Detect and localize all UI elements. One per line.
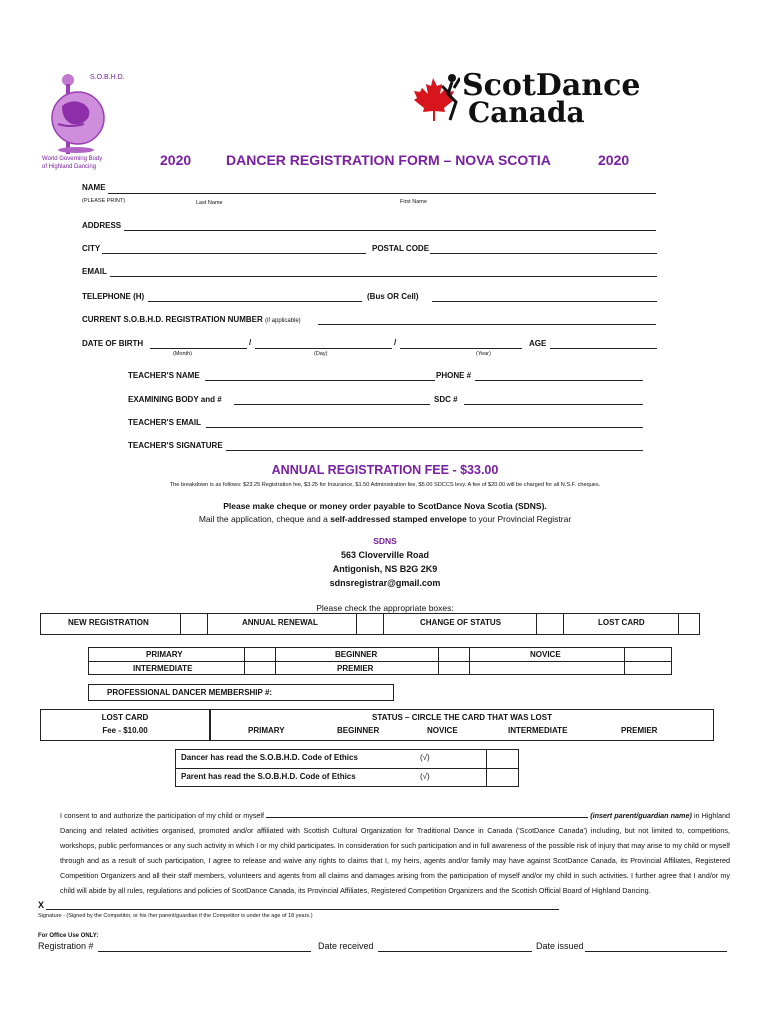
primary-level-label: PRIMARY xyxy=(146,650,183,659)
consent-name-field[interactable] xyxy=(266,810,588,818)
lost-card-fee-amount: Fee - $10.00 xyxy=(102,726,148,735)
month-caption: (Month) xyxy=(173,351,192,357)
payment-line-2 xyxy=(0,514,770,524)
sobhd-abbrev: S.O.B.H.D. xyxy=(90,74,125,81)
city-label: CITY xyxy=(82,244,101,253)
age-field[interactable] xyxy=(550,348,657,349)
scotdance-wordmark-1: ScotDance xyxy=(462,68,641,103)
lost-intermediate-option[interactable]: INTERMEDIATE xyxy=(508,726,568,735)
address-label: ADDRESS xyxy=(82,221,122,230)
dancer-ethics-checkbox[interactable] xyxy=(486,749,519,769)
current-registration-field[interactable] xyxy=(318,324,656,325)
dob-day-field[interactable] xyxy=(255,348,392,349)
city-field[interactable] xyxy=(102,253,366,254)
registrar-street: 563 Cloverville Road xyxy=(340,550,430,560)
header-year-left: 2020 xyxy=(160,152,192,168)
signature-caption: Signature - (Signed by the Competitor, or his /her parent/guardian if the Competitor is under the age of 18 years.) xyxy=(38,913,313,919)
sdc-label: SDC # xyxy=(434,395,458,404)
teacher-signature-field[interactable] xyxy=(226,450,643,451)
parent-ethics-label: Parent has read the S.O.B.H.D. Code of Ethics xyxy=(181,772,356,781)
date-issued-field[interactable] xyxy=(585,951,727,952)
lost-card-label: LOST CARD xyxy=(598,618,645,627)
level-table-divider xyxy=(88,661,672,662)
lost-premier-option[interactable]: PREMIER xyxy=(621,726,658,735)
telephone-label: TELEPHONE (H) xyxy=(82,292,145,301)
check-boxes-prompt: Please check the appropriate boxes: xyxy=(316,603,454,613)
registration-number-label: Registration # xyxy=(38,941,94,951)
new-registration-label: NEW REGISTRATION xyxy=(68,618,149,627)
sdc-field[interactable] xyxy=(464,404,643,405)
fee-title: ANNUAL REGISTRATION FEE - $33.00 xyxy=(271,463,499,477)
header-year-right: 2020 xyxy=(598,152,630,168)
lost-novice-option[interactable]: NOVICE xyxy=(427,726,458,735)
day-caption: (Day) xyxy=(314,351,328,357)
annual-renewal-label: ANNUAL RENEWAL xyxy=(242,618,318,627)
lost-card-fee-title: LOST CARD xyxy=(101,713,149,722)
last-name-caption: Last Name xyxy=(196,200,223,206)
please-print-note: (PLEASE PRINT) xyxy=(82,198,126,204)
payment-line-1: Please make cheque or money order payable to ScotDance Nova Scotia (SDNS). xyxy=(223,501,547,511)
page-title: DANCER REGISTRATION FORM – NOVA SCOTIA xyxy=(226,152,551,168)
consent-body: in Highland Dancing and related activities organised, promoted and/or affiliated with Scottish Cultural Organization for Traditional Dance in Canada ('ScotDance Canada') including, but not limited to, competitions, workshops, public performances or any such activity in which I or my child participates. In consideration for such participation and in full awareness of the possible risk of injury that may arise to my child or myself through and as a result of such participation, I agree to release and waive any rights to claims that I, my heirs, agents and/or family may have against ScotDance Canada, its Provincial Affiliates, Registered Competition Organizers and all their staff members, volunteers and agents from all claims and damages arising from the participation of myself and/or my child in such activities. I further agree that I and/or my child will abide by all rules, regulations and policies of ScotDance Canada, its Provincial Affiliates, Registered Competition Organizers and the Scottish Official Board of Highland Dancing. xyxy=(60,811,730,895)
teacher-email-field[interactable] xyxy=(206,427,643,428)
professional-membership-label: PROFESSIONAL DANCER MEMBERSHIP #: xyxy=(107,688,273,697)
bus-cell-label: (Bus OR Cell) xyxy=(367,292,419,301)
current-registration-label xyxy=(82,315,301,324)
sobhd-logo xyxy=(38,66,148,172)
teacher-email-label: TEACHER'S EMAIL xyxy=(128,418,202,427)
registrar-email: sdnsregistrar@gmail.com xyxy=(329,578,441,588)
teacher-name-label: TEACHER'S NAME xyxy=(128,371,200,380)
telephone-field[interactable] xyxy=(148,301,362,302)
fee-breakdown: The breakdown is as follows: $23.25 Registration fee, $3.25 for Insurance, $1.50 Administration fee, $5.00 SDCCS levy. A fee of $20.00 will be charged for all N.S.F. cheques. xyxy=(169,482,601,488)
name-field[interactable] xyxy=(108,193,656,194)
consent-start: I consent to and authorize the participation of my child or myself xyxy=(60,811,265,820)
dob-year-field[interactable] xyxy=(400,348,522,349)
email-field[interactable] xyxy=(110,276,657,277)
novice-level-label: NOVICE xyxy=(530,650,561,659)
bus-cell-field[interactable] xyxy=(432,301,657,302)
premier-level-label: PREMIER xyxy=(337,664,374,673)
beginner-level-label: BEGINNER xyxy=(335,650,378,659)
signature-field[interactable] xyxy=(46,909,559,910)
lost-primary-option[interactable]: PRIMARY xyxy=(248,726,285,735)
teacher-phone-field[interactable] xyxy=(475,380,643,381)
consent-insert-note: (insert parent/guardian name) xyxy=(590,811,692,820)
name-label: NAME xyxy=(82,183,106,192)
phone-label: PHONE # xyxy=(436,371,472,380)
dancer-ethics-label: Dancer has read the S.O.B.H.D. Code of Ethics xyxy=(181,753,358,762)
teacher-signature-label: TEACHER'S SIGNATURE xyxy=(128,441,223,450)
registrar-city: Antigonish, NS B2G 2K9 xyxy=(332,564,438,574)
annual-renewal-checkbox[interactable] xyxy=(356,613,384,635)
postal-code-label: POSTAL CODE xyxy=(372,244,430,253)
age-label: AGE xyxy=(529,339,547,348)
new-registration-checkbox[interactable] xyxy=(180,613,208,635)
dob-slash-2: / xyxy=(394,338,397,347)
primary-intermediate-checkboxes[interactable] xyxy=(244,647,276,675)
dob-label: DATE OF BIRTH xyxy=(82,339,144,348)
registrar-org: SDNS xyxy=(373,536,397,546)
lost-card-checkbox[interactable] xyxy=(678,613,700,635)
consent-paragraph xyxy=(60,808,730,898)
postal-code-field[interactable] xyxy=(430,253,657,254)
beginner-premier-checkboxes[interactable] xyxy=(438,647,470,675)
intermediate-level-label: INTERMEDIATE xyxy=(133,664,193,673)
change-of-status-checkbox[interactable] xyxy=(536,613,564,635)
novice-checkbox[interactable] xyxy=(624,647,672,675)
dob-slash-1: / xyxy=(249,338,252,347)
registration-number-field[interactable] xyxy=(98,951,311,952)
sobhd-tagline-2: of Highland Dancing xyxy=(42,164,97,170)
date-issued-label: Date issued xyxy=(536,941,584,951)
lost-card-status-heading: STATUS – CIRCLE THE CARD THAT WAS LOST xyxy=(372,713,552,722)
address-field[interactable] xyxy=(124,230,656,231)
teacher-name-field[interactable] xyxy=(205,380,435,381)
date-received-field[interactable] xyxy=(378,951,532,952)
current-registration-text: CURRENT S.O.B.H.D. REGISTRATION NUMBER xyxy=(82,315,263,324)
parent-ethics-check: (√) xyxy=(420,772,430,781)
change-of-status-label: CHANGE OF STATUS xyxy=(420,618,502,627)
dancer-ethics-check: (√) xyxy=(420,753,430,762)
email-label: EMAIL xyxy=(82,267,107,276)
examining-body-field[interactable] xyxy=(234,404,430,405)
scotdance-logo xyxy=(410,68,641,130)
lost-beginner-option[interactable]: BEGINNER xyxy=(337,726,380,735)
examining-body-label: EXAMINING BODY and # xyxy=(128,395,222,404)
if-applicable-note: (if applicable) xyxy=(264,318,301,324)
year-caption: (Year) xyxy=(476,351,491,357)
signature-x: X xyxy=(38,900,45,910)
sobhd-tagline-1: World Governing Body xyxy=(42,156,103,162)
dob-month-field[interactable] xyxy=(150,348,247,349)
date-received-label: Date received xyxy=(318,941,374,951)
payment-line-2-a: Mail the application, cheque and a xyxy=(198,514,331,524)
payment-line-2-c: to your Provincial Registrar xyxy=(466,514,572,524)
scotdance-wordmark-2: Canada xyxy=(468,96,585,129)
ethics-divider xyxy=(175,768,519,769)
office-use-heading: For Office Use ONLY: xyxy=(38,933,99,939)
payment-line-2-b: self-addressed stamped envelope xyxy=(330,514,467,524)
parent-ethics-checkbox[interactable] xyxy=(486,768,519,787)
dancer-silhouette-icon xyxy=(440,72,460,122)
first-name-caption: First Name xyxy=(400,199,427,205)
